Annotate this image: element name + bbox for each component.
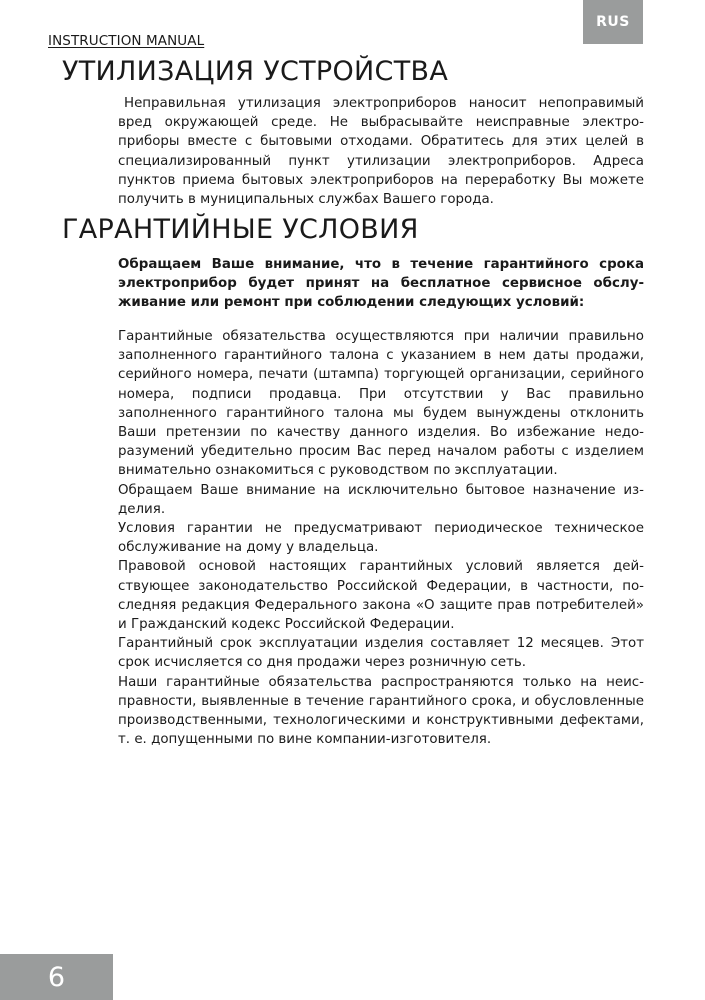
- warranty-paragraph-legal: Правовой основой настоящих гарантийных условий является действующее законодательство Российской Федерации, в частности, последняя редакция Федерального закона «О защите прав потребителей» и Гражданский кодекс Российской Федерации.: [118, 559, 644, 633]
- warranty-paragraph-scope: Наши гарантийные обязательства распространяются только на неисправности, выявленные в течение гарантийного срока, и обусловленные производственными, технологическими и конструктивными дефектами, т. е. допущенными по вине компании-изготовителя.: [118, 674, 644, 748]
- warranty-paragraph-maintenance: Условия гарантии не предусматривают периодическое техническое обслуживание на дому у владельца.: [118, 521, 644, 556]
- page-number: 6: [0, 954, 113, 1000]
- warranty-heading: ГАРАНТИЙНЫЕ УСЛОВИЯ: [62, 214, 419, 245]
- language-tab: RUS: [583, 0, 643, 44]
- disposal-heading: УТИЛИЗАЦИЯ УСТРОЙСТВА: [62, 56, 449, 87]
- warranty-intro: Обращаем Ваше внимание, что в течение гарантийного срока электроприбор будет принят на бесплатное сервисное обслуживание или ремонт при соблюдении следующих условий:: [118, 257, 644, 311]
- disposal-paragraph: Неправильная утилизация электроприборов наносит непоправимый вред окружающей среде. Не выбрасывайте неисправные электроприборы вместе с бытовыми отходами. Обратитесь для этих целей в специализированный пункт утилизации электроприборов. Адреса пунктов приема бытовых электроприборов на переработку Вы можете получить в муниципальных службах Вашего города.: [118, 96, 644, 208]
- warranty-paragraph-coupon: Гарантийные обязательства осуществляются при наличии правильно заполненного гарантийного талона с указанием в нем даты продажи, серийного номера, печати (штампа) торгующей организации, серийного номера, подписи продавца. При отсутствии у Вас правильно заполненного гарантийного талона мы будем вынуждены отклонить Ваши претензии по качеству данного изделия. Во избежание недоразумений убедительно просим Вас перед началом работы с изделием внимательно ознакомиться с руководством по эксплуатации.: [118, 329, 644, 479]
- warranty-paragraph-term: Гарантийный срок эксплуатации изделия составляет 12 месяцев. Этот срок исчисляется со дня продажи через розничную сеть.: [118, 636, 644, 671]
- warranty-body: [118, 327, 644, 749]
- warranty-paragraph-household: Обращаем Ваше внимание на исключительно бытовое назначение изделия.: [118, 482, 644, 517]
- manual-label: INSTRUCTION MANUAL: [48, 33, 205, 49]
